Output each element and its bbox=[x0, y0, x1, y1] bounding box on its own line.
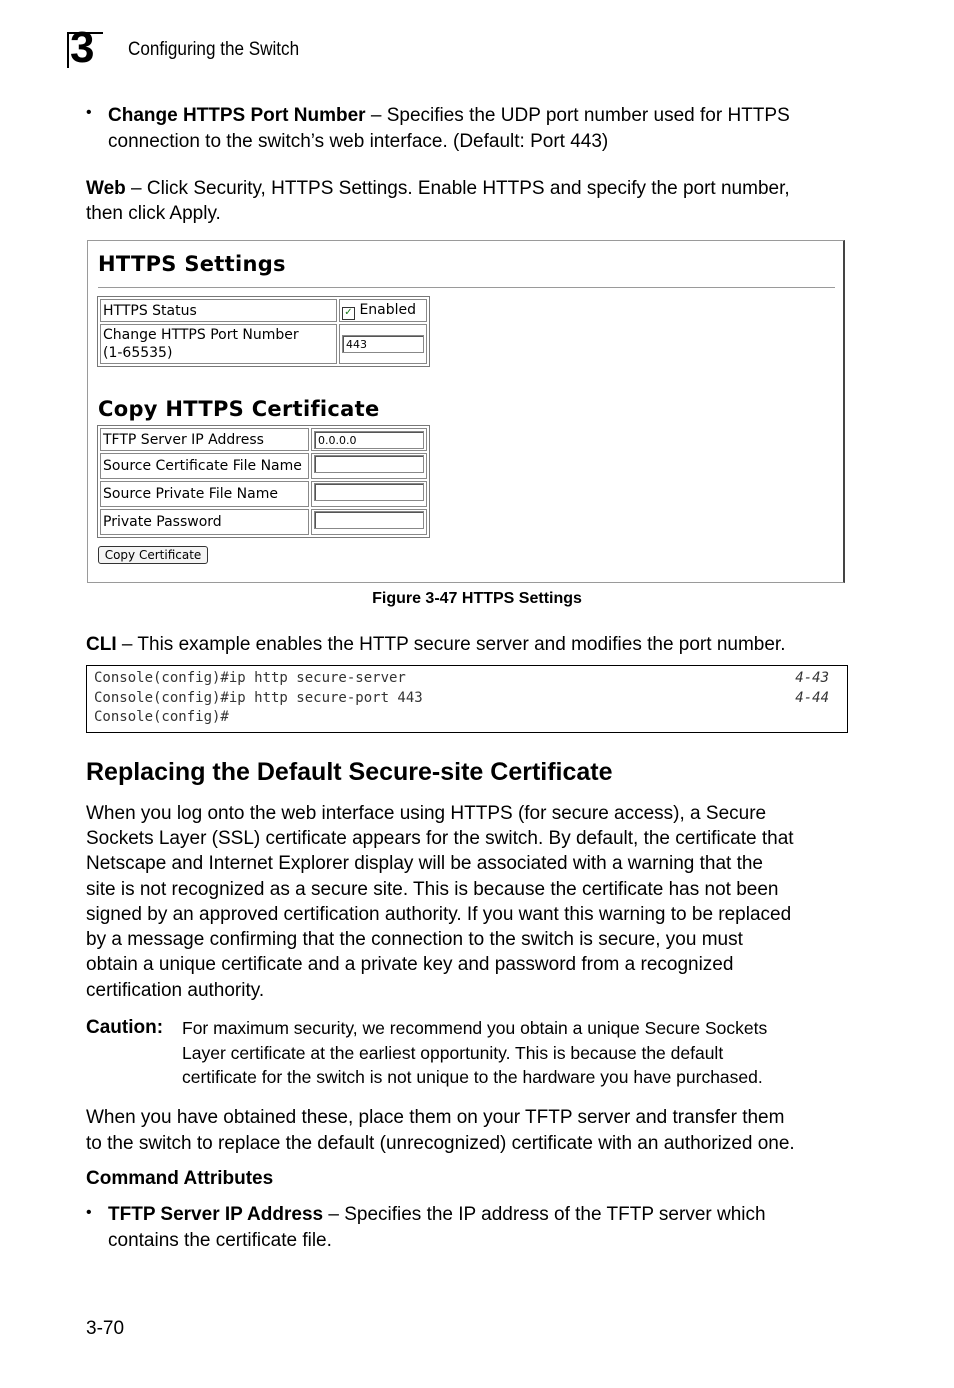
paragraph-line: signed by an approved certification authority. If you want this warning to be replaced bbox=[86, 904, 792, 925]
https-settings-title: HTTPS Settings bbox=[98, 252, 286, 276]
password-label: Private Password bbox=[100, 509, 309, 535]
code-line: Console(config)#ip http secure-port 443 bbox=[94, 690, 423, 706]
private-file-input[interactable] bbox=[314, 483, 424, 501]
paragraph-line: to the switch to replace the default (unrecognized) certificate with an authorized one. bbox=[86, 1133, 795, 1154]
bullet-https-port bbox=[108, 103, 868, 129]
private-file-label: Source Private File Name bbox=[100, 481, 309, 507]
caution-line: certificate for the switch is not unique to the hardware you have purchased. bbox=[182, 1067, 763, 1087]
command-attributes-heading: Command Attributes bbox=[86, 1168, 274, 1189]
chapter-number: 3 bbox=[70, 23, 95, 72]
bullet-text: – Specifies the IP address of the TFTP server which bbox=[323, 1204, 766, 1225]
code-reference: 4-43 bbox=[795, 670, 829, 686]
https-settings-screenshot bbox=[87, 240, 845, 583]
copy-certificate-button[interactable]: Copy Certificate bbox=[98, 546, 208, 564]
caution-text bbox=[182, 1016, 842, 1090]
cli-text: – This example enables the HTTP secure server and modifies the port number. bbox=[116, 634, 786, 655]
paragraph-line: Sockets Layer (SSL) certificate appears for the switch. By default, the certificate that bbox=[86, 828, 794, 849]
bullet-marker: • bbox=[86, 1204, 92, 1221]
bullet-text-line2: connection to the switch’s web interface. (Default: Port 443) bbox=[108, 131, 609, 152]
cli-code-block bbox=[86, 665, 848, 733]
cert-file-input[interactable] bbox=[314, 455, 424, 473]
paragraph-line: by a message confirming that the connection to the switch is secure, you must bbox=[86, 929, 743, 950]
port-cell bbox=[339, 324, 427, 364]
bullet-text: – Specifies the UDP port number used for HTTPS bbox=[365, 105, 790, 126]
password-input[interactable] bbox=[314, 511, 424, 529]
bullet-marker: • bbox=[86, 104, 92, 121]
paragraph-line: obtain a unique certificate and a private key and password from a recognized bbox=[86, 954, 734, 975]
tftp-ip-input[interactable]: 0.0.0.0 bbox=[314, 431, 424, 449]
paragraph-line: Netscape and Internet Explorer display will be associated with a warning that the bbox=[86, 853, 763, 874]
port-input[interactable]: 443 bbox=[342, 335, 424, 353]
password-cell bbox=[311, 509, 427, 535]
page-number: 3-70 bbox=[86, 1318, 125, 1339]
bullet-tftp bbox=[108, 1202, 868, 1228]
table-row bbox=[100, 299, 427, 322]
bullet-term: TFTP Server IP Address bbox=[108, 1204, 324, 1225]
https-settings-table bbox=[97, 296, 430, 367]
caution-line: Layer certificate at the earliest opportunity. This is because the default bbox=[182, 1042, 724, 1063]
bullet-term: Change HTTPS Port Number bbox=[108, 105, 366, 126]
title-divider bbox=[98, 287, 835, 288]
paragraph-line: When you log onto the web interface using HTTPS (for secure access), a Secure bbox=[86, 803, 767, 824]
web-instruction-line2: then click Apply. bbox=[86, 203, 221, 224]
code-line: Console(config)# bbox=[94, 709, 229, 725]
port-label-line2: (1-65535) bbox=[103, 345, 173, 361]
private-file-cell bbox=[311, 481, 427, 507]
copy-certificate-title: Copy HTTPS Certificate bbox=[98, 397, 380, 421]
figure-caption: Figure 3-47 HTTPS Settings bbox=[372, 590, 582, 607]
cert-file-label: Source Certificate File Name bbox=[100, 453, 309, 479]
table-row bbox=[100, 481, 427, 507]
tftp-ip-cell bbox=[311, 428, 427, 451]
section-heading: Replacing the Default Secure-site Certificate bbox=[86, 758, 613, 786]
running-header: Configuring the Switch bbox=[128, 39, 300, 60]
web-text: – Click Security, HTTPS Settings. Enable HTTPS and specify the port number, bbox=[125, 178, 790, 199]
https-status-label: HTTPS Status bbox=[100, 299, 337, 322]
copy-certificate-table bbox=[97, 425, 430, 538]
caution-line: For maximum security, we recommend you obtain a unique Secure Sockets bbox=[182, 1018, 768, 1038]
web-instruction bbox=[86, 176, 886, 202]
port-label bbox=[100, 324, 337, 364]
bullet-text-line2: contains the certificate file. bbox=[108, 1230, 332, 1251]
web-label: Web bbox=[86, 178, 126, 199]
paragraph-line: site is not recognized as a secure site. This is because the certificate has not been bbox=[86, 879, 779, 900]
table-row bbox=[100, 453, 427, 479]
tftp-ip-label: TFTP Server IP Address bbox=[100, 428, 309, 451]
paragraph-line: certification authority. bbox=[86, 980, 265, 1001]
https-status-cell bbox=[339, 299, 427, 322]
port-label-line1: Change HTTPS Port Number bbox=[103, 327, 299, 343]
table-row bbox=[100, 509, 427, 535]
table-row bbox=[100, 428, 427, 451]
https-status-value: Enabled bbox=[359, 301, 417, 318]
cli-label: CLI bbox=[86, 634, 117, 655]
cert-file-cell bbox=[311, 453, 427, 479]
https-enabled-checkbox[interactable]: ✓ bbox=[342, 307, 355, 320]
table-row bbox=[100, 324, 427, 364]
caution-label: Caution: bbox=[86, 1017, 164, 1038]
cli-instruction bbox=[86, 632, 906, 658]
paragraph-line: When you have obtained these, place them on your TFTP server and transfer them bbox=[86, 1107, 785, 1128]
code-reference: 4-44 bbox=[795, 690, 829, 706]
code-line: Console(config)#ip http secure-server bbox=[94, 670, 406, 686]
